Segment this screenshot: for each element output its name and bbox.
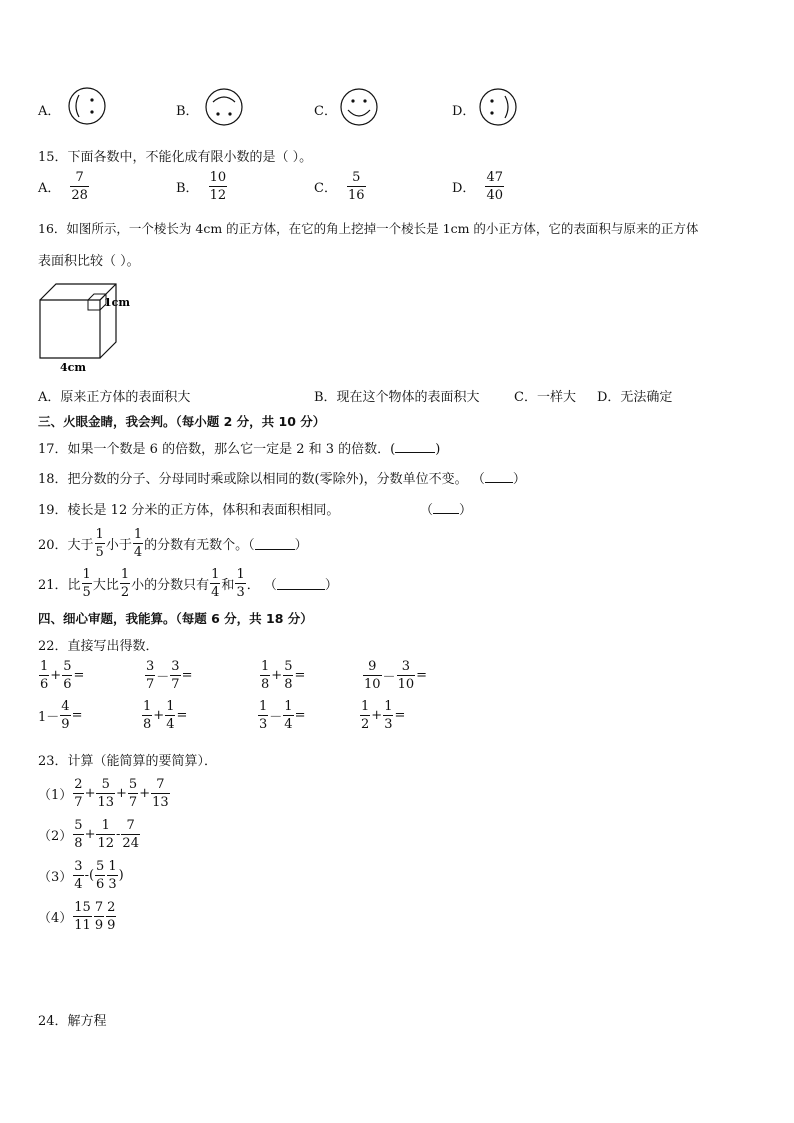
fraction-numerator: 1 — [211, 567, 220, 582]
fraction-denominator: 9 — [94, 918, 104, 933]
item-label: （2） — [38, 829, 73, 844]
fraction-numerator: 5 — [74, 818, 83, 833]
q22-item — [259, 659, 305, 692]
q22-item — [359, 699, 405, 732]
equals-sign: = — [294, 668, 306, 683]
fraction-denominator: 4 — [211, 585, 220, 600]
fraction-denominator: 13 — [152, 795, 169, 810]
fraction-denominator: 11 — [74, 918, 91, 933]
fraction-denominator: 4 — [74, 877, 83, 892]
fraction — [397, 659, 416, 692]
fraction — [142, 699, 152, 732]
fraction-denominator: 6 — [63, 677, 72, 692]
equals-sign: = — [394, 708, 406, 723]
option-letter: B． — [176, 181, 199, 196]
q22-item — [141, 699, 187, 732]
fraction-numerator: 1 — [95, 527, 104, 542]
fraction — [96, 818, 115, 851]
option-letter: A． — [38, 181, 61, 196]
fraction-numerator: 3 — [171, 659, 180, 674]
q15-option-a — [38, 170, 90, 203]
q20-text: 小于 — [105, 538, 132, 553]
fraction-denominator: 3 — [384, 717, 393, 732]
fraction-denominator: 4 — [133, 545, 143, 560]
fraction-numerator: 3 — [146, 659, 155, 674]
q23-title: 23．计算（能简算的要简算）． — [38, 754, 218, 769]
smiley-face-icon — [338, 86, 380, 128]
fraction-denominator: 7 — [128, 795, 138, 810]
fraction-denominator: 8 — [143, 717, 152, 732]
fraction — [360, 699, 370, 732]
fraction-numerator: 7 — [156, 777, 165, 792]
fraction — [60, 699, 70, 732]
q15-option-d — [452, 170, 505, 203]
fraction-numerator: 1 — [133, 527, 143, 542]
answer-blank[interactable] — [255, 537, 295, 550]
fraction-denominator: 2 — [120, 585, 130, 600]
operator: + — [139, 786, 151, 801]
paren-close: ） — [459, 503, 473, 518]
fraction-numerator: 1 — [40, 659, 49, 674]
equals-sign: = — [176, 708, 188, 723]
fraction-numerator: 3 — [401, 659, 410, 674]
q23-item — [38, 777, 171, 810]
q22-item — [38, 659, 84, 692]
q22-item — [257, 699, 305, 732]
equals-sign: = — [416, 668, 428, 683]
fraction-denominator: 12 — [97, 836, 115, 851]
q14-option-b-letter: B． — [176, 104, 199, 119]
fraction — [283, 699, 293, 732]
q14-option-c-letter: C． — [314, 104, 337, 119]
fraction-numerator: 2 — [74, 777, 83, 792]
fraction — [95, 859, 105, 892]
fraction-denominator: 3 — [236, 585, 245, 600]
fraction-denominator: 10 — [364, 677, 381, 692]
q14-option-a-letter: A． — [38, 104, 61, 119]
answer-blank[interactable] — [277, 577, 325, 590]
q21-text: 小的分数只有 — [131, 578, 210, 593]
operand: 1－ — [38, 710, 60, 725]
item-label: （3） — [38, 870, 73, 885]
operator: － — [269, 710, 283, 725]
fraction-numerator: 1 — [166, 699, 175, 714]
fraction — [106, 900, 116, 933]
fraction-denominator: 6 — [96, 877, 105, 892]
fraction-denominator: 40 — [486, 188, 503, 203]
operator: － — [156, 670, 170, 685]
answer-blank[interactable] — [433, 501, 459, 514]
fraction-denominator: 7 — [146, 677, 155, 692]
fraction-numerator: 1 — [236, 567, 245, 582]
fraction-numerator: 2 — [107, 900, 116, 915]
q22-item — [144, 659, 192, 692]
fraction-numerator: 4 — [61, 699, 70, 714]
fraction-denominator: 28 — [71, 188, 88, 203]
fraction — [145, 659, 155, 692]
fraction-denominator: 7 — [171, 677, 180, 692]
q24-title: 24．解方程 — [38, 1014, 107, 1029]
q23-item — [38, 900, 117, 933]
q21-text: 21．比 — [38, 578, 81, 593]
q16-option-d: D．无法确定 — [597, 390, 673, 405]
q20-text: 的分数有无数个。（ — [144, 538, 255, 553]
fraction — [260, 659, 270, 692]
fraction — [283, 659, 293, 692]
paren-close: ） — [294, 538, 308, 553]
fraction-numerator: 1 — [82, 567, 91, 582]
fraction-numerator: 1 — [259, 699, 268, 714]
q18 — [38, 468, 526, 487]
cube-figure — [30, 278, 140, 374]
equals-sign: = — [71, 708, 83, 723]
fraction-denominator: 10 — [397, 677, 415, 692]
equals-sign: = — [294, 708, 306, 723]
fraction-denominator: 8 — [74, 836, 83, 851]
q22-item — [362, 659, 427, 692]
q17 — [38, 438, 440, 457]
fraction-numerator: 5 — [284, 659, 293, 674]
fraction-denominator: 3 — [108, 877, 117, 892]
face-icon — [203, 86, 245, 128]
operator: ) — [118, 868, 124, 883]
fraction-numerator: 5 — [128, 777, 138, 792]
fraction — [73, 900, 92, 933]
fraction-numerator: 9 — [368, 659, 377, 674]
fraction — [39, 659, 49, 692]
equals-sign: = — [73, 668, 85, 683]
paren-close: ) — [435, 442, 441, 457]
fraction-numerator: 1 — [143, 699, 152, 714]
fraction-numerator: 5 — [101, 777, 110, 792]
operator: -( — [84, 868, 95, 883]
q16-option-b: B．现在这个物体的表面积大 — [314, 390, 480, 405]
face-icon — [477, 86, 519, 128]
fraction-numerator: 7 — [94, 900, 104, 915]
fraction-numerator: 7 — [75, 170, 84, 185]
q19-text: 19．棱长是 12 分米的正方体，体积和表面积相同。 — [38, 503, 340, 518]
fraction-numerator: 1 — [384, 699, 393, 714]
q15-option-c — [314, 170, 367, 203]
q22-title: 22．直接写出得数． — [38, 639, 159, 654]
operator: + — [271, 668, 283, 683]
small-cube-label: 1cm — [104, 296, 130, 309]
q23-item — [38, 818, 141, 851]
q21-text: 和 — [221, 578, 235, 593]
paren-close: ） — [324, 578, 338, 593]
fraction-numerator: 1 — [108, 859, 117, 874]
fraction-denominator: 9 — [107, 918, 116, 933]
fraction — [107, 859, 117, 892]
q22-item — [38, 699, 82, 732]
fraction — [121, 818, 140, 851]
q16-option-a: A．原来正方体的表面积大 — [38, 390, 191, 405]
operator: + — [50, 668, 62, 683]
item-label: （4） — [38, 911, 73, 926]
section4-title: 四、细心审题，我能算。（每题 6 分，共 18 分） — [38, 611, 313, 626]
fraction-numerator: 1 — [261, 659, 270, 674]
operator: + — [153, 708, 165, 723]
q21-text: 大比 — [92, 578, 119, 593]
q15-text: 15．下面各数中，不能化成有限小数的是（ ）。 — [38, 150, 313, 165]
operator: + — [84, 827, 96, 842]
fraction-denominator: 6 — [40, 677, 49, 692]
fraction-denominator: 8 — [261, 677, 270, 692]
paren-close: ） — [512, 472, 526, 487]
q17-text: 17．如果一个数是 6 的倍数，那么它一定是 2 和 3 的倍数．( — [38, 442, 396, 457]
fraction-denominator: 3 — [259, 717, 268, 732]
section3-title: 三、火眼金睛，我会判。（每小题 2 分，共 10 分） — [38, 414, 326, 429]
fraction-denominator: 5 — [95, 545, 104, 560]
fraction-numerator: 5 — [352, 170, 361, 185]
q23-item — [38, 859, 124, 892]
q16-line1: 16．如图所示，一个棱长为 4cm 的正方体，在它的角上挖掉一个棱长是 1cm 的小正方体，它的表面积与原来的正方体 — [38, 221, 699, 236]
q16-line2: 表面积比较（ ）。 — [38, 254, 140, 269]
fraction — [73, 859, 83, 892]
fraction-denominator: 24 — [122, 836, 139, 851]
q21 — [38, 567, 338, 600]
fraction — [258, 699, 268, 732]
fraction — [128, 777, 138, 810]
fraction — [62, 659, 72, 692]
option-letter: C． — [314, 181, 337, 196]
fraction — [165, 699, 175, 732]
fraction — [73, 777, 83, 810]
fraction-numerator: 1 — [361, 699, 370, 714]
fraction-denominator: 8 — [284, 677, 293, 692]
answer-blank[interactable] — [485, 470, 513, 483]
fraction-denominator: 5 — [82, 585, 91, 600]
fraction-denominator: 12 — [209, 188, 227, 203]
operator: - — [116, 827, 121, 842]
q20-text: 20．大于 — [38, 538, 94, 553]
q15-option-b — [176, 170, 228, 203]
operator: + — [371, 708, 383, 723]
fraction-numerator: 5 — [96, 859, 105, 874]
fraction-denominator: 7 — [74, 795, 83, 810]
q14-option-d-letter: D． — [452, 104, 476, 119]
fraction-numerator: 10 — [209, 170, 227, 185]
operator: + — [84, 786, 96, 801]
fraction-denominator: 13 — [97, 795, 115, 810]
fraction-numerator: 1 — [120, 567, 130, 582]
fraction — [94, 900, 104, 933]
fraction — [96, 777, 115, 810]
q19-answer — [420, 499, 472, 518]
item-label: （1） — [38, 788, 73, 803]
q20 — [38, 527, 308, 560]
q21-text: ． （ — [246, 578, 277, 593]
q16-option-c: C．一样大 — [514, 390, 576, 405]
fraction — [151, 777, 170, 810]
fraction-numerator: 1 — [284, 699, 293, 714]
fraction-numerator: 1 — [101, 818, 110, 833]
fraction-numerator: 7 — [126, 818, 135, 833]
fraction — [363, 659, 382, 692]
fraction — [170, 659, 180, 692]
fraction-denominator: 2 — [361, 717, 370, 732]
fraction-denominator: 4 — [166, 717, 175, 732]
fraction-numerator: 47 — [486, 170, 503, 185]
fraction-numerator: 15 — [74, 900, 91, 915]
fraction-denominator: 9 — [61, 717, 70, 732]
face-icon — [67, 86, 107, 126]
fraction-numerator: 5 — [63, 659, 72, 674]
paren-open: （ — [420, 503, 434, 518]
operator: + — [116, 786, 127, 801]
fraction-numerator: 3 — [74, 859, 83, 874]
fraction — [383, 699, 393, 732]
fraction — [73, 818, 83, 851]
fraction-denominator: 4 — [284, 717, 293, 732]
answer-blank[interactable] — [395, 440, 435, 453]
big-cube-label: 4cm — [60, 361, 86, 374]
fraction-denominator: 16 — [347, 188, 365, 203]
operator: － — [382, 670, 396, 685]
equals-sign: = — [181, 668, 193, 683]
option-letter: D． — [452, 181, 476, 196]
q18-text: 18．把分数的分子、分母同时乘或除以相同的数(零除外)，分数单位不变。 （ — [38, 472, 485, 487]
